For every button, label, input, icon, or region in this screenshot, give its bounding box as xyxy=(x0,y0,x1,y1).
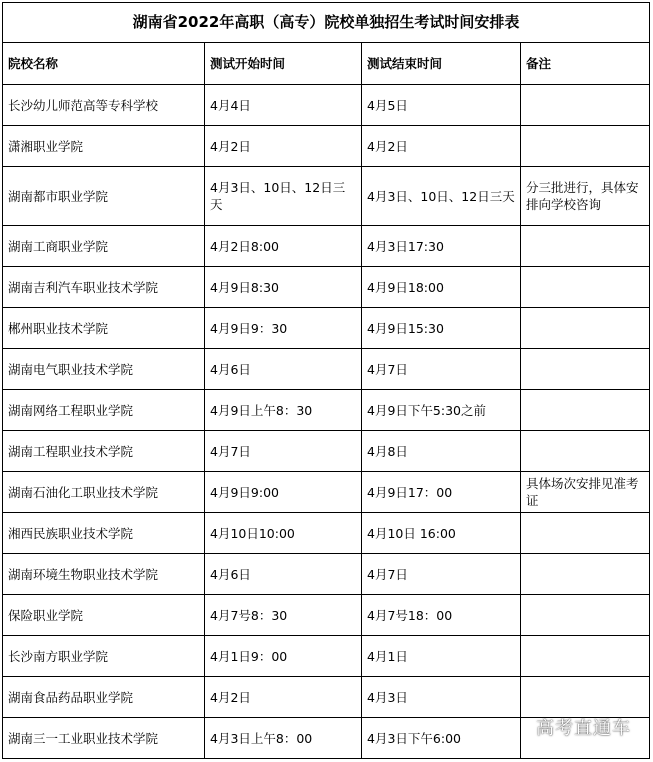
cell-school-name: 湖南工商职业学院 xyxy=(3,226,205,267)
cell-end-time: 4月7日 xyxy=(362,349,521,390)
cell-end-time: 4月9日下午5:30之前 xyxy=(362,390,521,431)
header-school-name: 院校名称 xyxy=(3,43,205,85)
cell-start-time: 4月9日上午8：30 xyxy=(205,390,362,431)
cell-remarks xyxy=(521,308,650,349)
cell-school-name: 湖南工程职业技术学院 xyxy=(3,431,205,472)
cell-end-time: 4月10日 16:00 xyxy=(362,513,521,554)
cell-remarks xyxy=(521,513,650,554)
table-row xyxy=(3,390,650,431)
cell-start-time: 4月7日 xyxy=(205,431,362,472)
table-row xyxy=(3,126,650,167)
cell-start-time: 4月10日10:00 xyxy=(205,513,362,554)
cell-start-time: 4月9日8:30 xyxy=(205,267,362,308)
cell-end-time: 4月3日17:30 xyxy=(362,226,521,267)
cell-remarks xyxy=(521,349,650,390)
header-end-time: 测试结束时间 xyxy=(362,43,521,85)
cell-school-name: 湖南电气职业技术学院 xyxy=(3,349,205,390)
table-row xyxy=(3,636,650,677)
table-title: 湖南省2022年高职（高专）院校单独招生考试时间安排表 xyxy=(3,3,650,43)
cell-start-time: 4月6日 xyxy=(205,349,362,390)
cell-end-time: 4月7号18：00 xyxy=(362,595,521,636)
cell-start-time: 4月2日8:00 xyxy=(205,226,362,267)
cell-remarks xyxy=(521,554,650,595)
cell-start-time: 4月9日9:00 xyxy=(205,472,362,513)
cell-end-time: 4月2日 xyxy=(362,126,521,167)
cell-start-time: 4月9日9：30 xyxy=(205,308,362,349)
cell-remarks xyxy=(521,595,650,636)
cell-remarks xyxy=(521,267,650,308)
cell-start-time: 4月2日 xyxy=(205,126,362,167)
cell-end-time: 4月9日18:00 xyxy=(362,267,521,308)
cell-school-name: 潇湘职业学院 xyxy=(3,126,205,167)
header-start-time: 测试开始时间 xyxy=(205,43,362,85)
table-row xyxy=(3,472,650,513)
table-row xyxy=(3,677,650,718)
cell-start-time: 4月7号8：30 xyxy=(205,595,362,636)
table-row xyxy=(3,267,650,308)
table-row xyxy=(3,349,650,390)
cell-start-time: 4月4日 xyxy=(205,85,362,126)
table-row xyxy=(3,85,650,126)
cell-remarks xyxy=(521,126,650,167)
cell-school-name: 湖南环境生物职业技术学院 xyxy=(3,554,205,595)
cell-start-time: 4月6日 xyxy=(205,554,362,595)
cell-remarks xyxy=(521,226,650,267)
table-row xyxy=(3,554,650,595)
table-row xyxy=(3,513,650,554)
cell-remarks: 分三批进行，具体安排向学校咨询 xyxy=(521,167,650,226)
cell-school-name: 湖南食品药品职业学院 xyxy=(3,677,205,718)
cell-start-time: 4月2日 xyxy=(205,677,362,718)
cell-end-time: 4月8日 xyxy=(362,431,521,472)
cell-end-time: 4月7日 xyxy=(362,554,521,595)
cell-remarks xyxy=(521,636,650,677)
table-row xyxy=(3,431,650,472)
cell-remarks xyxy=(521,677,650,718)
cell-end-time: 4月1日 xyxy=(362,636,521,677)
header-row xyxy=(3,43,650,85)
cell-start-time: 4月3日、10日、12日三天 xyxy=(205,167,362,226)
cell-end-time: 4月3日、10日、12日三天 xyxy=(362,167,521,226)
cell-school-name: 保险职业学院 xyxy=(3,595,205,636)
cell-school-name: 湖南网络工程职业学院 xyxy=(3,390,205,431)
cell-end-time: 4月9日17：00 xyxy=(362,472,521,513)
cell-end-time: 4月3日 xyxy=(362,677,521,718)
cell-school-name: 长沙南方职业学院 xyxy=(3,636,205,677)
table-row xyxy=(3,308,650,349)
table-row xyxy=(3,226,650,267)
cell-school-name: 湘西民族职业技术学院 xyxy=(3,513,205,554)
table-row xyxy=(3,595,650,636)
cell-end-time: 4月3日下午6:00 xyxy=(362,718,521,759)
cell-end-time: 4月9日15:30 xyxy=(362,308,521,349)
cell-start-time: 4月3日上午8：00 xyxy=(205,718,362,759)
cell-school-name: 湖南都市职业学院 xyxy=(3,167,205,226)
cell-school-name: 湖南三一工业职业技术学院 xyxy=(3,718,205,759)
cell-remarks xyxy=(521,85,650,126)
header-remarks: 备注 xyxy=(521,43,650,85)
cell-remarks: 具体场次安排见准考证 xyxy=(521,472,650,513)
cell-remarks xyxy=(521,431,650,472)
exam-schedule-table xyxy=(2,2,650,759)
cell-school-name: 长沙幼儿师范高等专科学校 xyxy=(3,85,205,126)
cell-school-name: 湖南吉利汽车职业技术学院 xyxy=(3,267,205,308)
cell-school-name: 湖南石油化工职业技术学院 xyxy=(3,472,205,513)
cell-remarks xyxy=(521,390,650,431)
cell-school-name: 郴州职业技术学院 xyxy=(3,308,205,349)
cell-end-time: 4月5日 xyxy=(362,85,521,126)
table-row xyxy=(3,167,650,226)
cell-start-time: 4月1日9：00 xyxy=(205,636,362,677)
watermark: 高考直通车 xyxy=(536,718,631,739)
